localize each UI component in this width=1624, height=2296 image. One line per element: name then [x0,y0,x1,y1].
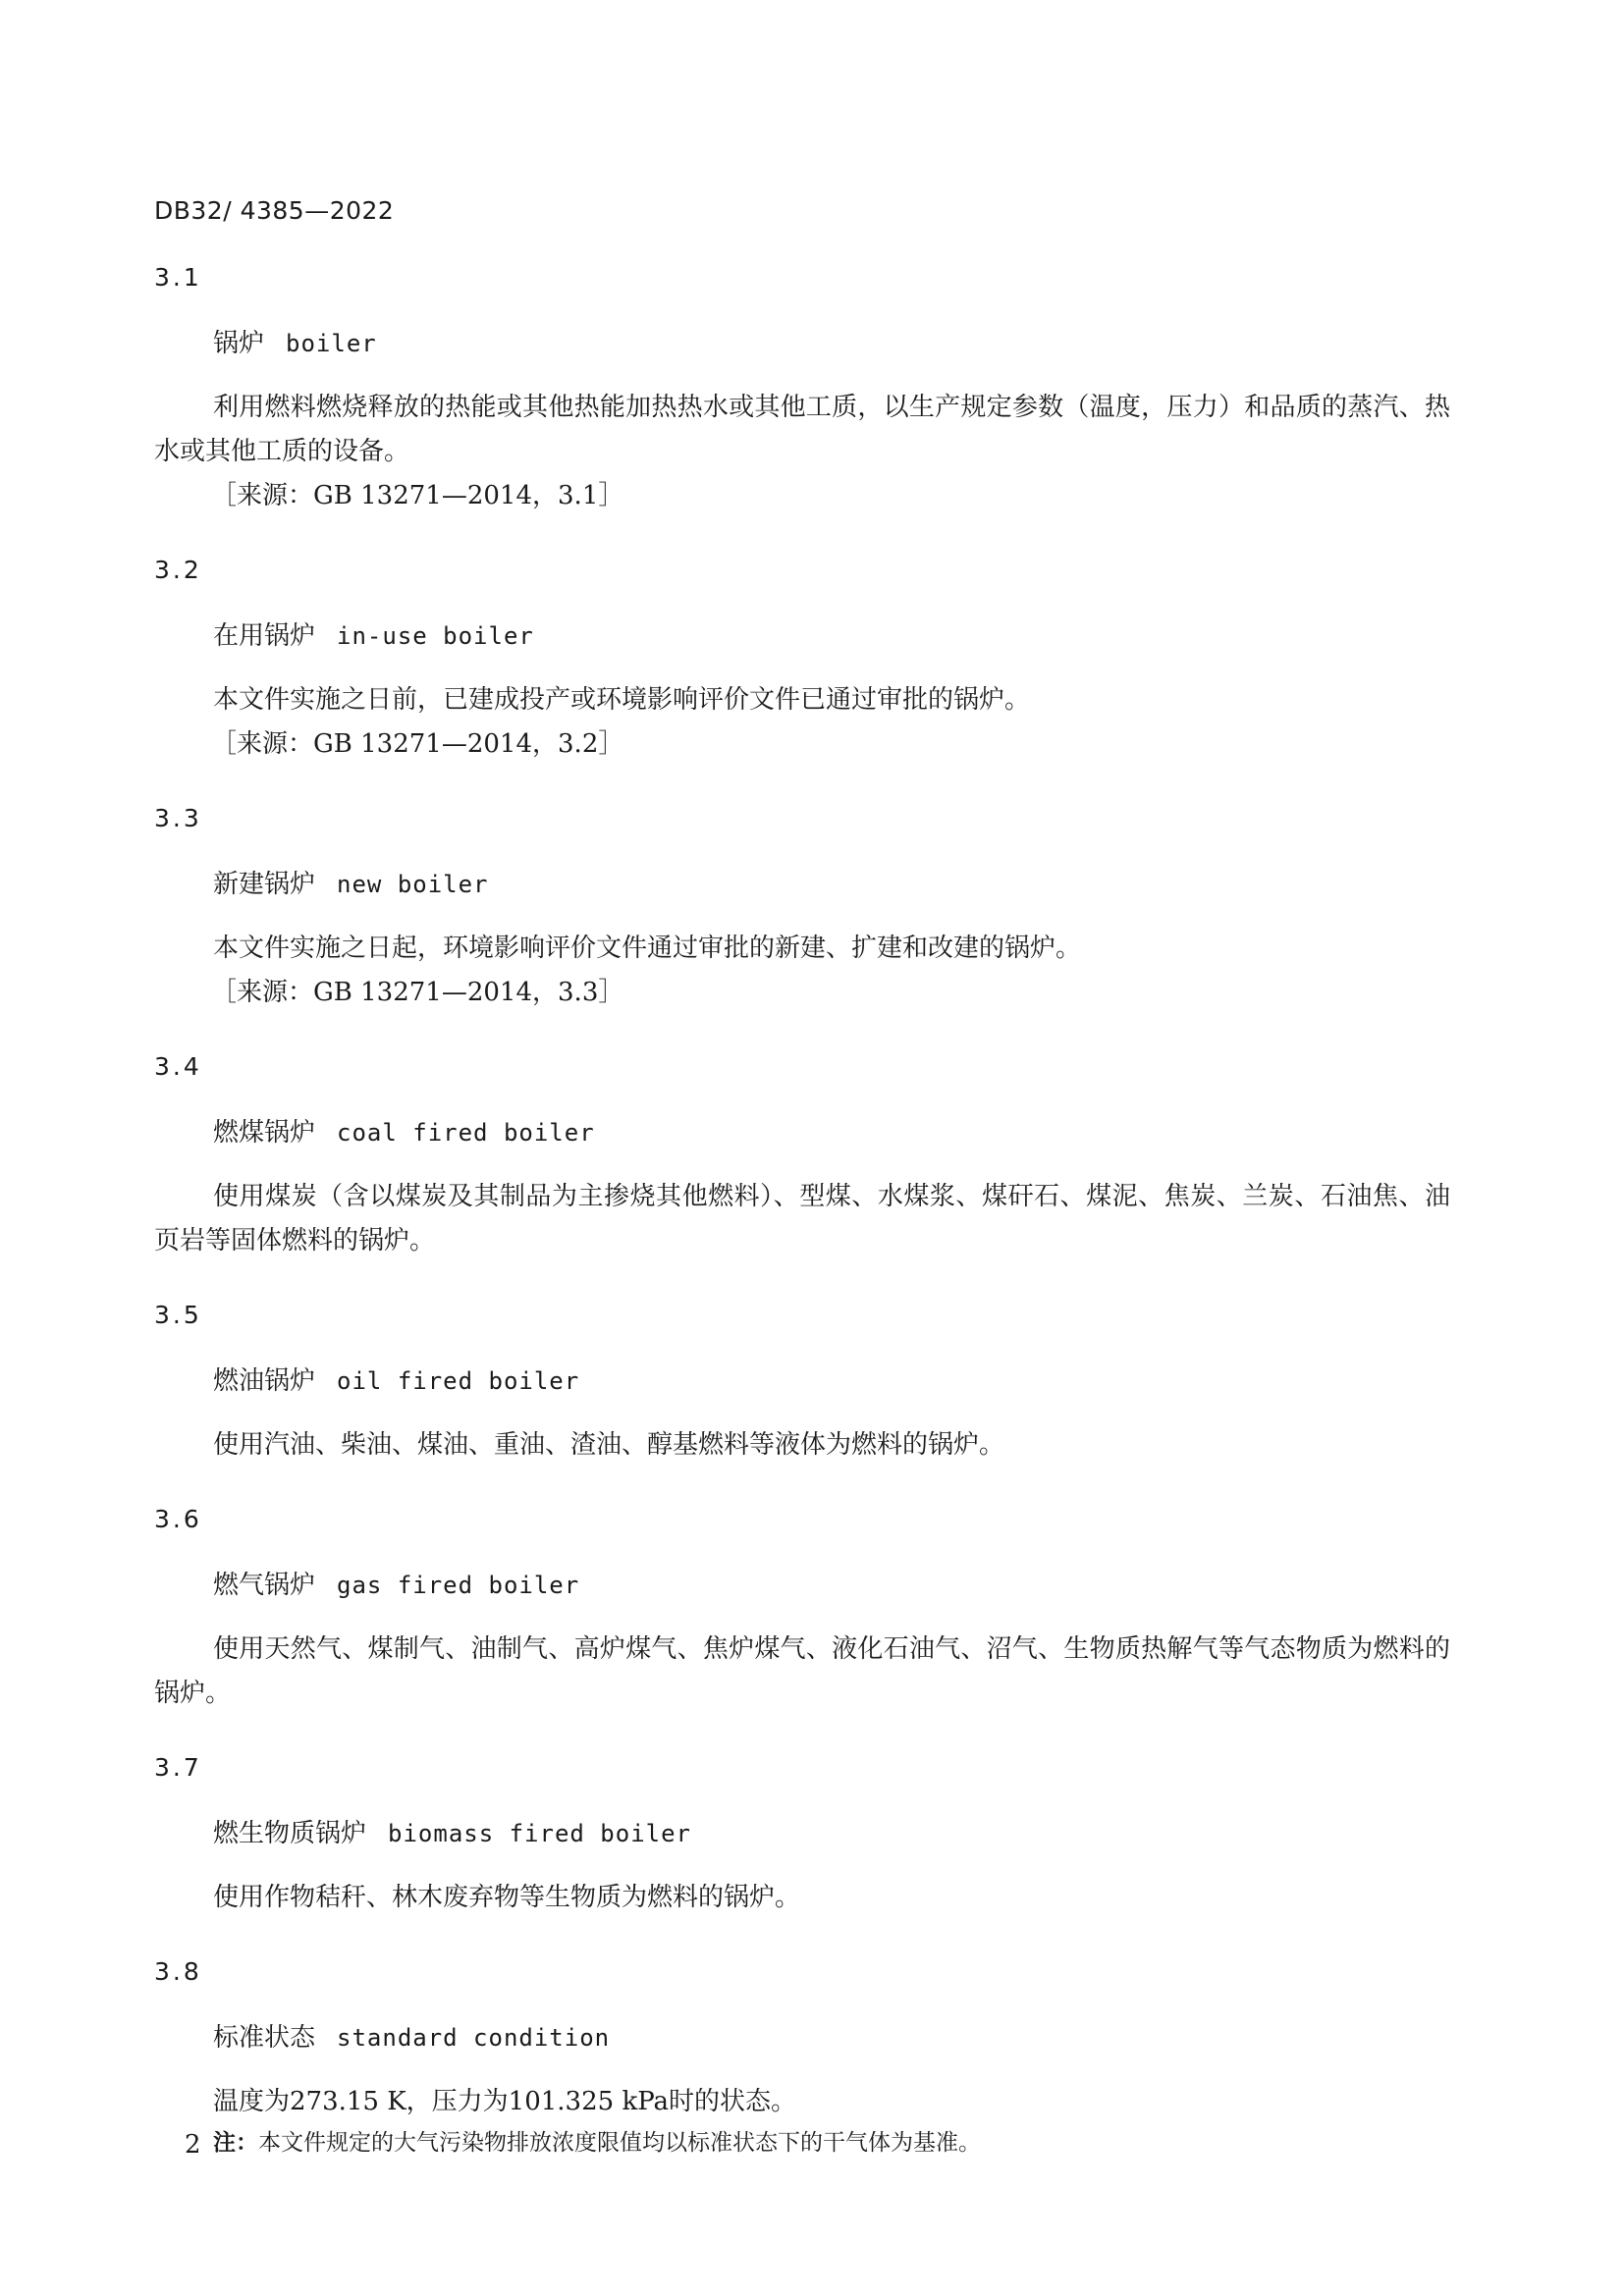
term-definition: 温度为273.15 K，压力为101.325 kPa时的状态。 [213,2087,797,2116]
terms-section [154,263,1450,2162]
term-title [154,1569,1450,1602]
term-number: 3.2 [154,556,202,584]
term-chinese-name: 燃煤锅炉 [213,1118,316,1148]
term-title [154,327,1450,360]
document-code: DB32/ 4385—2022 [154,196,395,225]
term-number: 3.6 [154,1505,202,1533]
term-number: 3.4 [154,1052,202,1081]
term-english-name: coal fired boiler [337,1119,595,1147]
term-note [154,2124,1450,2162]
term-3-6 [154,1505,1450,1716]
term-3-5 [154,1301,1450,1468]
term-english-name: gas fired boiler [337,1572,580,1599]
term-title [154,1364,1450,1398]
term-source: ［来源：GB 13271—2014，3.3］ [211,978,624,1007]
term-number: 3.1 [154,263,202,292]
term-source: ［来源：GB 13271—2014，3.2］ [211,729,624,759]
term-definition: 使用煤炭（含以煤炭及其制品为主掺烧其他燃料）、型煤、水煤浆、煤矸石、煤泥、焦炭、兰炭、石油焦、油页岩等固体燃料的锅炉。 [154,1182,1450,1255]
term-3-2 [154,556,1450,767]
term-english-name: new boiler [337,871,489,898]
term-title [154,1116,1450,1149]
term-3-3 [154,804,1450,1015]
term-english-name: standard condition [337,2024,611,2052]
note-label: 注： [213,2130,258,2156]
note-text: 本文件规定的大气污染物排放浓度限值均以标准状态下的干气体为基准。 [258,2130,981,2156]
term-definition: 使用汽油、柴油、煤油、重油、渣油、醇基燃料等液体为燃料的锅炉。 [213,1430,1005,1460]
term-english-name: in-use boiler [337,622,534,650]
term-chinese-name: 在用锅炉 [213,621,316,651]
term-english-name: oil fired boiler [337,1367,580,1395]
term-chinese-name: 锅炉 [213,329,265,358]
term-3-8 [154,1957,1450,2162]
term-chinese-name: 燃生物质锅炉 [213,1819,367,1848]
page-number: 2 [185,2130,201,2160]
term-title [154,2021,1450,2055]
term-chinese-name: 燃油锅炉 [213,1366,316,1396]
term-english-name: biomass fired boiler [388,1820,691,1847]
term-definition: 本文件实施之日起，环境影响评价文件通过审批的新建、扩建和改建的锅炉。 [213,934,1082,963]
term-english-name: boiler [286,330,377,357]
term-source: ［来源：GB 13271—2014，3.1］ [211,481,624,510]
term-title [154,619,1450,653]
term-chinese-name: 燃气锅炉 [213,1571,316,1600]
term-number: 3.3 [154,804,202,832]
term-number: 3.7 [154,1753,202,1782]
term-3-4 [154,1052,1450,1263]
term-number: 3.8 [154,1957,202,1986]
term-3-1 [154,263,1450,518]
term-number: 3.5 [154,1301,202,1329]
term-title [154,1817,1450,1850]
term-definition: 本文件实施之日前，已建成投产或环境影响评价文件已通过审批的锅炉。 [213,685,1031,715]
term-definition: 使用作物秸秆、林木废弃物等生物质为燃料的锅炉。 [213,1883,801,1912]
term-chinese-name: 标准状态 [213,2023,316,2053]
term-chinese-name: 新建锅炉 [213,870,316,899]
term-definition: 利用燃料燃烧释放的热能或其他热能加热热水或其他工质，以生产规定参数（温度，压力）和品质的蒸汽、热水或其他工质的设备。 [154,393,1450,466]
term-title [154,868,1450,901]
term-3-7 [154,1753,1450,1920]
term-definition: 使用天然气、煤制气、油制气、高炉煤气、焦炉煤气、液化石油气、沼气、生物质热解气等气态物质为燃料的锅炉。 [154,1634,1450,1708]
